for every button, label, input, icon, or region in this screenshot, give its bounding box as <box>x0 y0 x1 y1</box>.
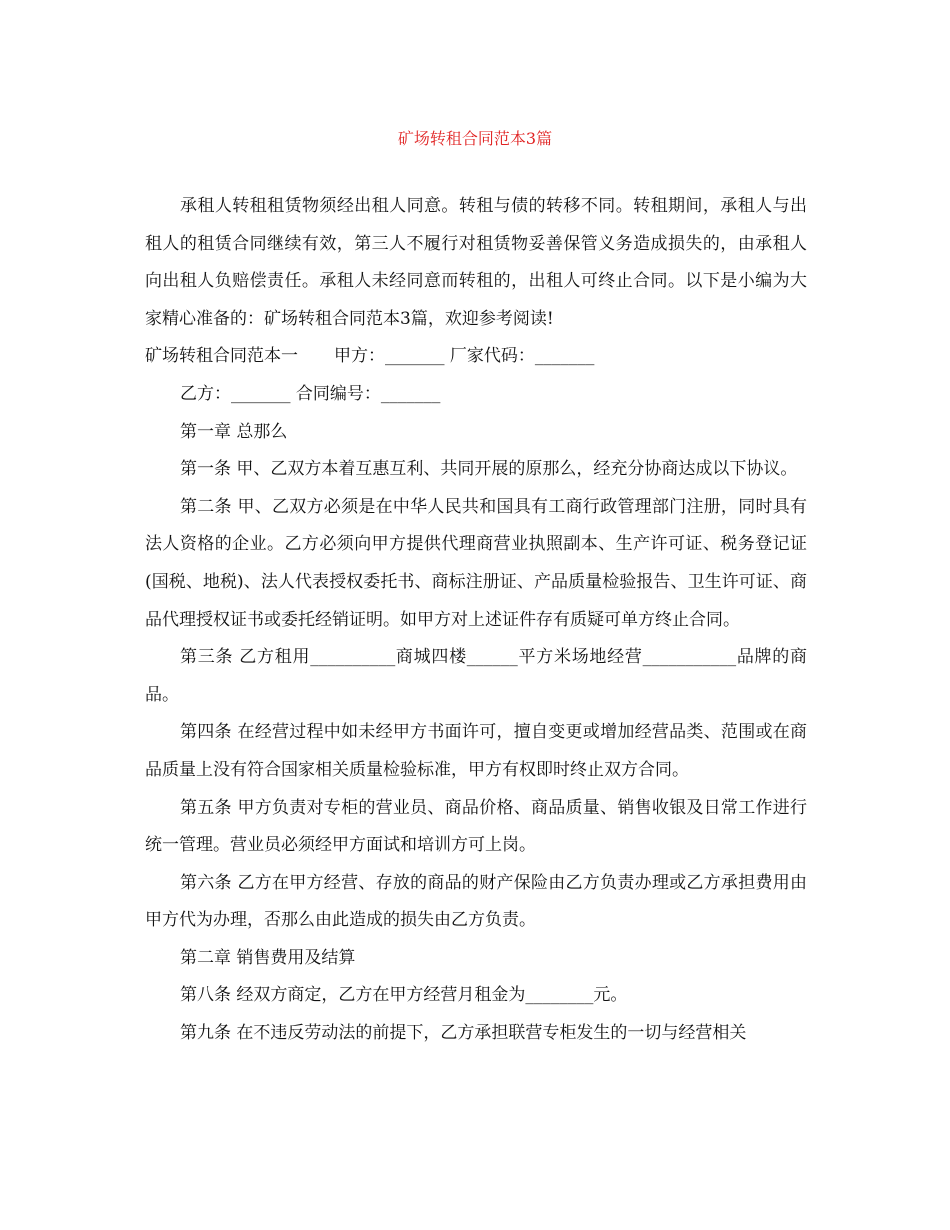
article-8: 第八条 经双方商定，乙方在甲方经营月租金为________元。 <box>180 985 628 1006</box>
article-9: 第九条 在不违反劳动法的前提下，乙方承担联营专柜发生的一切与经营相关 <box>180 1023 747 1044</box>
section-heading: 矿场转租合同范本一 <box>145 346 298 367</box>
article-4: 第四条 在经营过程中如未经甲方书面许可，擅自变更或增加经营品类、范围或在商品质量上没有符合国家相关质量检验标准，甲方有权即时终止双方合同。 <box>145 722 807 780</box>
article-6: 第六条 乙方在甲方经营、存放的商品的财产保险由乙方负责办理或乙方承担费用由甲方代为办理，否那么由此造成的损失由乙方负责。 <box>145 872 807 931</box>
party-b-line: 乙方：_______ 合同编号：_______ <box>180 383 441 404</box>
article-2: 第二条 甲、乙双方必须是在中华人民共和国具有工商行政管理部门注册，同时具有法人资格的企业。乙方必须向甲方提供代理商营业执照副本、生产许可证、税务登记证(国税、地税)、法人代表授权委托书、商标注册证、产品质量检验报告、卫生许可证、商品代理授权证书或委托经销证明。如甲方对上述证件存有质疑可单方终止合同。 <box>145 496 807 630</box>
article-3: 第三条 乙方租用__________商城四楼______平方米场地经营___________品牌的商品。 <box>145 647 807 705</box>
party-a-line: 甲方：_______ 厂家代码：_______ <box>334 346 595 367</box>
article-5: 第五条 甲方负责对专柜的营业员、商品价格、商品质量、销售收银及日常工作进行统一管理。营业员必须经甲方面试和培训方可上岗。 <box>145 797 807 856</box>
chapter-1-heading: 第一章 总那么 <box>180 421 288 442</box>
section-heading-line <box>145 338 807 376</box>
article-1: 第一条 甲、乙双方本着互惠互利、共同开展的原那么，经充分协商达成以下协议。 <box>180 459 798 480</box>
chapter-2-heading: 第二章 销售费用及结算 <box>180 947 356 968</box>
document-body <box>145 188 807 1053</box>
intro-paragraph: 承租人转租租赁物须经出租人同意。转租与债的转移不同。转租期间，承租人与出租人的租赁合同继续有效，第三人不履行对租赁物妥善保管义务造成损失的，由承租人向出租人负赔偿责任。承租人未经同意而转租的，出租人可终止合同。以下是小编为大家精心准备的：矿场转租合同范本3篇，欢迎参考阅读! <box>145 196 807 329</box>
document-title: 矿场转租合同范本3篇 <box>397 129 553 148</box>
